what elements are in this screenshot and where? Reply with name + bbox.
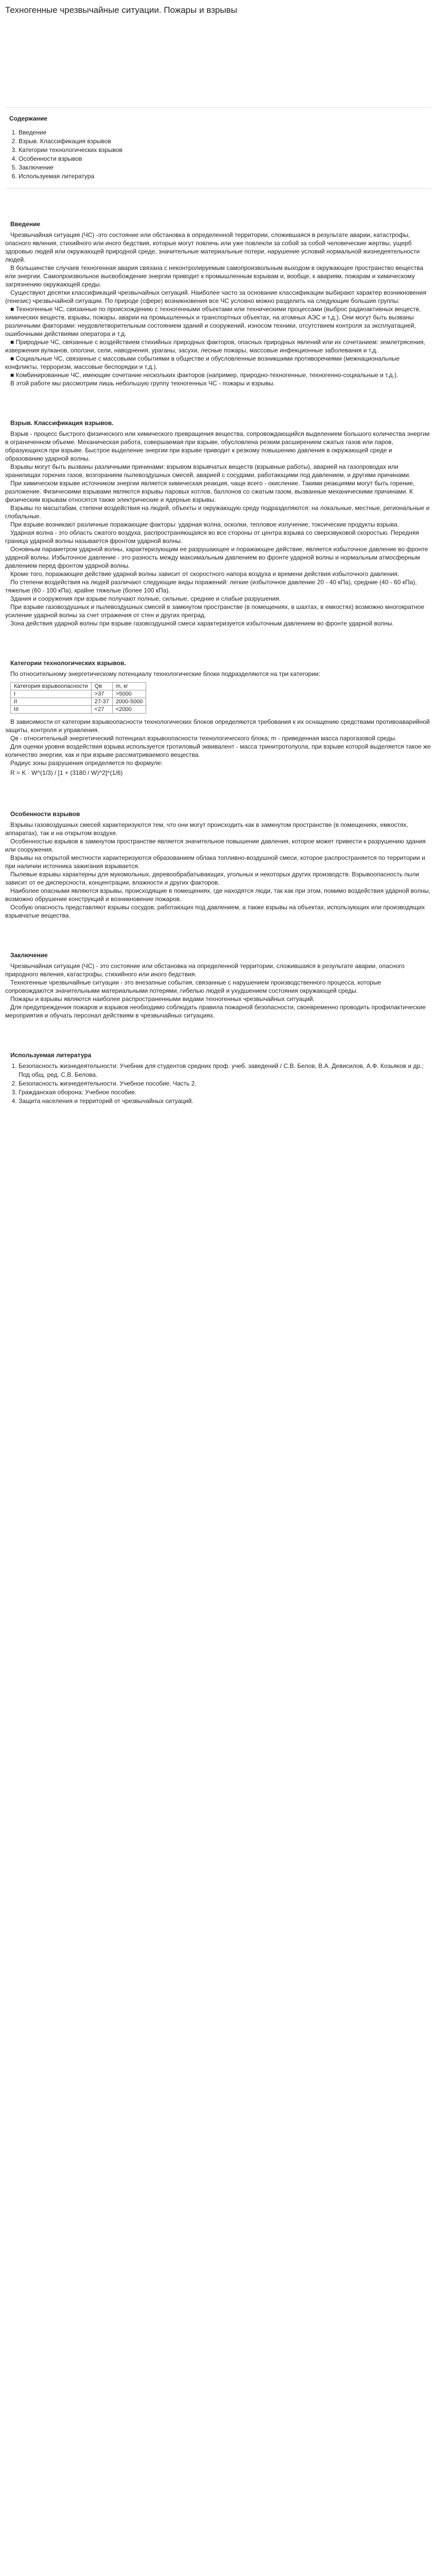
paragraph: Особенностью взрывов в замкнутом пространстве является значительное повышение давления, которое может привести к разрушению здания или сооружения. [5,838,426,853]
section-heading: Категории технологических взрывов. [10,659,126,667]
paragraph: Зона действия ударной волны при взрыве газовоздушной смеси характеризуется избыточным давлением во фронте ударной волны. [10,620,394,627]
spacer [0,628,436,648]
table-row [11,706,146,714]
toc-item[interactable]: 2. Взрыв. Классификация взрывов [19,137,431,146]
section-heading: Введение [10,221,41,228]
table-cell: III [11,706,92,714]
paragraph: Здания и сооружения при взрыве получают полные, сильные, средние и слабые разрушения. [10,595,281,602]
paragraph: Существуют десятки классификаций чрезвычайных ситуаций. Наиболее часто за основание классификации выбирают характер возникновения (генезис) чрезвычайной ситуации. По природе (сфере) возникновения все ЧС условно можно разделить на следующие большие группы: [5,289,427,304]
paragraph: Для предупреждения пожаров и взрывов необходимо соблюдать правила пожарной безопасности, своевременно проводить профилактические мероприятия и обучать персонал действиям в чрезвычайных ситуациях. [5,1004,426,1019]
paragraph: Взрывы на открытой местности характеризуются образованием облака топливно-воздушной смеси, которое распространяется по территории и при наличии источника зажигания взрывается. [5,854,425,870]
paragraph: Основным параметром ударной волны, характеризующим ее разрушающее и поражающее действие, является избыточное давление во фронте ударной волны. Избыточное давление - это разность между максимальным давлением во фронте ударной волны и нормальным атмосферным давлением перед фронтом ударной волны. [5,546,428,569]
table-header-row [11,683,146,690]
paragraph: Взрывы могут быть вызваны различными причинами: взрывом взрывчатых веществ (взрывные работы), аварией на газопроводах или хранилищах горючих газов, возгоранием пылевоздушных смесей, аварией с сосудами, работающими под давлением, и другими причинами. [5,463,411,479]
paragraph: Ударная волна - это область сжатого воздуха, распространяющаяся во все стороны от центра взрыва со сверхзвуковой скоростью. Передняя граница ударной волны называется фронтом ударной волны. [5,529,419,545]
table-cell: 27-37 [91,698,112,706]
paragraph: ■ Комбинированные ЧС, имеющие сочетание нескольких факторов (например, природно-техногенные, техногенно-социальные и т.д.). [10,371,398,379]
paragraph: По относительному энергетическому потенциалу технологические блоки подразделяются на три категории: [10,670,321,677]
section-heading: Заключение [10,952,48,959]
toc-item[interactable]: 4. Особенности взрывов [19,155,431,163]
category-table [10,682,146,714]
paragraph: ■ Природные ЧС, связанные с воздействием стихийных природных факторов, опасных природных явлений или их сочетанием: землетрясения, извержения вулканов, оползни, сели, наводнения, ураганы, засухи, лесные пожары, массовые инфекционные заболевания и т.д. [5,338,426,354]
table-header-cell: Qв [91,683,112,690]
table-row [11,698,146,706]
toc-item[interactable]: 3. Категории технологических взрывов [19,146,431,155]
paragraph: ■ Социальные ЧС, связанные с массовыми событиями в обществе и обусловленные возникшими противоречиями (межнациональные конфликты, терроризм, массовые беспорядки и т.д.). [5,355,400,370]
toc-item[interactable]: 5. Заключение [19,163,431,172]
spacer [0,189,436,209]
literature-item: 2. Безопасность жизнедеятельности. Учебное пособие. Часть 2. [19,1079,431,1088]
table-cell: 2000-5000 [112,698,146,706]
paragraph: В этой работе мы рассмотрим лишь небольшую группу техногенных ЧС - пожары и взрывы. [10,380,275,387]
paragraph: Чрезвычайная ситуация (ЧС) - это состояние или обстановка на определенной территории, сложившаяся в результате аварии, опасного природного явления, катастрофы, стихийного или иного бедствия. [5,962,405,978]
paragraph: В большинстве случаев техногенная авария связана с неконтролируемым самопроизвольным выходом в окружающее пространство вещества или энергии. Самопроизвольное высвобождение энергии приводит к промышленным взрывам и, вообще, к авариям, пожарам и химическому загрязнению окружающей среды. [5,264,424,288]
toc-item[interactable]: 1. Введение [19,128,431,137]
paragraph: Пылевые взрывы характерны для мукомольных, деревообрабатывающих, угольных и некоторых других производств. Взрывоопасность пыли зависит от ее дисперсности, концентрации, влажности и других факторов. [5,871,420,886]
literature-item: 3. Гражданская оборона: Учебное пособие. [19,1088,431,1097]
section-conclusion [0,952,436,1020]
paragraph: Пожары и взрывы являются наиболее распространенными видами техногенных чрезвычайных ситуаций. [10,995,315,1003]
paragraph: Взрыв - процесс быстрого физического или химического превращения вещества, сопровождающийся выделением большого количества энергии в ограниченном объеме. Механическая работа, совершаемая при взрыве, обусловлена резким расширением сжатых газов или паров, образующихся при взрыве. Быстрое выделение энергии при взрыве приводит к резкому повышению давления в окружающей среде и образованию ударной волны. [5,430,430,462]
spacer [0,387,436,408]
paragraph: Особую опасность представляют взрывы сосудов, работающих под давлением, а также взрывы на объектах, использующих или производящих взрывчатые вещества. [5,904,425,919]
toc-heading: Содержание [9,115,47,122]
page-title: Техногенные чрезвычайные ситуации. Пожары и взрывы [5,5,237,15]
paragraph: Для оценки уровня воздействия взрыва используется тротиловый эквивалент - масса тринитротолуола, при взрыве которой выделяется такое же количество энергии, как и при взрыве рассматриваемого вещества. [5,743,431,758]
section-features [0,810,436,920]
paragraph: Чрезвычайная ситуация (ЧС) -это состояние или обстановка в определенной территории, сложившаяся в результате аварии, катастрофы, опасного явления, стихийного или иного бедствия, которые могут повлечь или уже повлекли за собой за собой человеческие жертвы, ущерб здоровью людей или окружающей природной среде, значительные материальные потери, нарушение условий нормальной жизнедеятельности людей. [5,231,420,263]
table-cell: >37 [91,690,112,698]
paragraph: Радиус зоны разрушения определяется по формуле: [10,759,163,767]
paragraph: ■ Техногенные ЧС, связанные по происхождению с техногенными объектами или техническими процессами (выброс радиоактивных веществ, химических веществ, взрывы, пожары, аварии на промышленных и транспортных объектах, на атомных АЭС и т.д.). Они могут быть вызваны различными факторами: неудовлетворительным состоянием зданий и сооружений, износом техники, отсутствием контроля за эксплуатацией, ошибочными действиями оператора и т.д. [5,306,421,337]
table-of-contents [5,107,431,189]
table-cell: II [11,698,92,706]
table-cell: <2000 [112,706,146,714]
table-cell: >5000 [112,690,146,698]
section-literature [0,1052,436,1106]
top-blank-area [0,15,436,107]
section-blast [0,419,436,628]
table-header-cell: Категория взрывоопасности [11,683,92,690]
section-heading: Особенности взрывов [10,810,80,818]
formula: R = K · W^(1/3) / [1 + (3180 / W)^2]^(1/6) [10,769,123,776]
table-header-cell: m, кг [112,683,146,690]
section-heading: Взрыв. Классификация взрывов. [10,419,114,427]
page [0,0,436,1106]
spacer [0,778,436,799]
literature-item: 1. Безопасность жизнедеятельности: Учебник для студентов средних проф. учеб. заведений / С.В. Белов, В.А. Девисилов, А.Ф. Козьяков и др.; Под общ. ред. С.В. Белова. [19,1062,431,1079]
paragraph: Взрывы газовоздушных смесей характеризуются тем, что они могут происходить как в замкнутом пространстве (в помещениях, емкостях, аппаратах), так и на открытом воздухе. [5,821,408,837]
paragraph: По степени воздействия на людей различают следующие виды поражений: легкие (избыточное давление 20 - 40 кПа), средние (40 - 60 кПа), тяжелые (60 - 100 кПа), крайне тяжелые (более 100 кПа). [5,579,417,594]
category-table-wrap [10,682,431,714]
paragraph: Наиболее опасными являются взрывы, происходящие в помещениях, где находятся люди, так как при этом, помимо воздействия ударной волны, возможно обрушение конструкций и возникновение пожаров. [5,887,431,903]
paragraph: При взрыве газовоздушных и пылевоздушных смесей в замкнутом пространстве (в помещениях, в шахтах, в емкостях) возможно многократное усиление ударной волны за счет отражения от стен и других преград. [5,603,425,619]
literature-item: 4. Защита населения и территорий от чрезвычайных ситуаций. [19,1097,431,1106]
paragraph: При химическом взрыве источником энергии является химическая реакция, чаще всего - окисление. Такими реакциями могут быть горение, разложение. Физическими взрывами являются взрывы паровых котлов, баллонов со сжатым газом, вызванные механическими причинами. К физическим взрывам относятся также электрические и ядерные взрывы. [5,480,415,503]
spacer [0,920,436,940]
table-row [11,690,146,698]
paragraph: При взрыве возникают различные поражающие факторы: ударная волна, осколки, тепловое излучение, токсические продукты взрыва. [10,521,399,528]
literature-list [5,1062,431,1106]
spacer [0,1020,436,1040]
toc-item[interactable]: 6. Используемая литература [19,172,431,181]
paragraph: Техногенные чрезвычайные ситуации - это внезапные события, связанные с нарушением производственного процесса, которые сопровождаются значительными материальными потерями, гибелью людей и ухудшением состояния окружающей среды. [5,979,381,994]
table-cell: <27 [91,706,112,714]
section-categories [0,659,436,776]
paragraph: Взрывы по масштабам, степени воздействия на людей, объекты и окружающую среду подразделяются: на локальные, местные, региональные и глобальные. [5,504,430,520]
section-heading: Используемая литература [10,1052,92,1059]
paragraph: Qв - относительный энергетический потенциал взрывоопасности технологического блока; m - приведенная масса парогазовой среды. [10,735,397,742]
section-intro [0,221,436,387]
table-cell: I [11,690,92,698]
paragraph: Кроме того, поражающее действие ударной волны зависит от скоростного напора воздуха и времени действия избыточного давления. [10,570,399,578]
paragraph: В зависимости от категории взрывоопасности технологических блоков определяются требования к их оснащению средствами противоаварийной защиты, контроля и управления. [5,718,430,734]
toc-list [5,128,431,181]
